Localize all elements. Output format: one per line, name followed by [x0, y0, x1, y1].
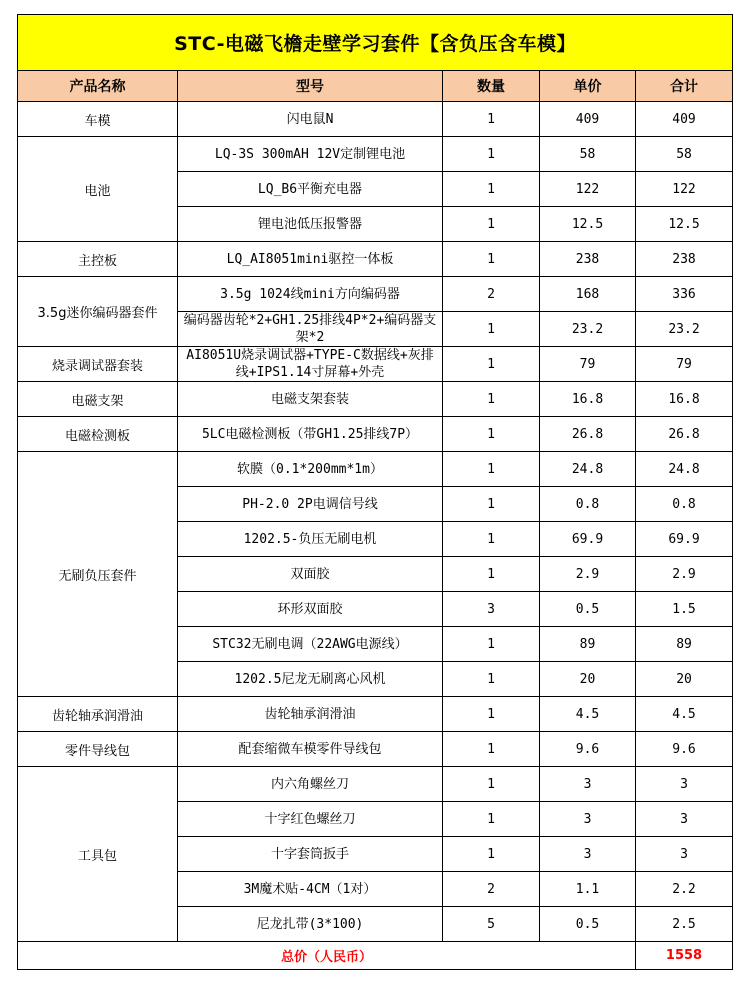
product-name-cell: 齿轮轴承润滑油	[18, 697, 178, 732]
unit-price-cell: 26.8	[540, 417, 636, 452]
unit-price-cell: 0.5	[540, 592, 636, 627]
subtotal-cell: 79	[636, 347, 733, 382]
quantity-cell: 1	[443, 452, 540, 487]
model-cell: AI8051U烧录调试器+TYPE-C数据线+灰排线+IPS1.14寸屏幕+外壳	[178, 347, 443, 382]
model-cell: 编码器齿轮*2+GH1.25排线4P*2+编码器支架*2	[178, 312, 443, 347]
unit-price-cell: 3	[540, 767, 636, 802]
quantity-cell: 2	[443, 872, 540, 907]
quantity-cell: 1	[443, 802, 540, 837]
quantity-cell: 1	[443, 137, 540, 172]
header-unit-price: 单价	[540, 71, 636, 102]
model-cell: 十字红色螺丝刀	[178, 802, 443, 837]
quantity-cell: 1	[443, 522, 540, 557]
subtotal-cell: 336	[636, 277, 733, 312]
subtotal-cell: 2.5	[636, 907, 733, 942]
subtotal-cell: 24.8	[636, 452, 733, 487]
quantity-cell: 1	[443, 732, 540, 767]
quantity-cell: 1	[443, 312, 540, 347]
subtotal-cell: 12.5	[636, 207, 733, 242]
table-row	[18, 452, 733, 487]
unit-price-cell: 20	[540, 662, 636, 697]
unit-price-cell: 9.6	[540, 732, 636, 767]
model-cell: 3.5g 1024线mini方向编码器	[178, 277, 443, 312]
subtotal-cell: 16.8	[636, 382, 733, 417]
header-quantity: 数量	[443, 71, 540, 102]
unit-price-cell: 24.8	[540, 452, 636, 487]
title-row	[18, 15, 733, 71]
unit-price-cell: 1.1	[540, 872, 636, 907]
header-row	[18, 71, 733, 102]
grand-total-value: 1558	[636, 942, 733, 970]
unit-price-cell: 2.9	[540, 557, 636, 592]
quantity-cell: 1	[443, 242, 540, 277]
subtotal-cell: 89	[636, 627, 733, 662]
table-row	[18, 417, 733, 452]
sheet-title: STC-电磁飞檐走壁学习套件【含负压含车模】	[18, 15, 733, 71]
unit-price-cell: 58	[540, 137, 636, 172]
unit-price-cell: 122	[540, 172, 636, 207]
table-row	[18, 242, 733, 277]
product-name-cell: 工具包	[18, 767, 178, 942]
table-row	[18, 382, 733, 417]
unit-price-cell: 3	[540, 837, 636, 872]
quantity-cell: 1	[443, 417, 540, 452]
model-cell: LQ_AI8051mini驱控一体板	[178, 242, 443, 277]
subtotal-cell: 0.8	[636, 487, 733, 522]
header-product-name: 产品名称	[18, 71, 178, 102]
quantity-cell: 3	[443, 592, 540, 627]
unit-price-cell: 409	[540, 102, 636, 137]
model-cell: 配套缩微车模零件导线包	[178, 732, 443, 767]
subtotal-cell: 69.9	[636, 522, 733, 557]
table-row	[18, 732, 733, 767]
table-row	[18, 767, 733, 802]
table-row	[18, 277, 733, 312]
subtotal-cell: 409	[636, 102, 733, 137]
quantity-cell: 1	[443, 347, 540, 382]
quantity-cell: 1	[443, 487, 540, 522]
unit-price-cell: 79	[540, 347, 636, 382]
subtotal-cell: 2.9	[636, 557, 733, 592]
price-table	[17, 14, 733, 970]
product-name-cell: 电磁检测板	[18, 417, 178, 452]
model-cell: 软膜（0.1*200mm*1m）	[178, 452, 443, 487]
total-row	[18, 942, 733, 970]
unit-price-cell: 12.5	[540, 207, 636, 242]
subtotal-cell: 1.5	[636, 592, 733, 627]
unit-price-cell: 89	[540, 627, 636, 662]
model-cell: 5LC电磁检测板（带GH1.25排线7P）	[178, 417, 443, 452]
subtotal-cell: 20	[636, 662, 733, 697]
unit-price-cell: 69.9	[540, 522, 636, 557]
quantity-cell: 1	[443, 662, 540, 697]
model-cell: LQ_B6平衡充电器	[178, 172, 443, 207]
model-cell: 十字套筒扳手	[178, 837, 443, 872]
product-name-cell: 3.5g迷你编码器套件	[18, 277, 178, 347]
quantity-cell: 2	[443, 277, 540, 312]
model-cell: 双面胶	[178, 557, 443, 592]
subtotal-cell: 9.6	[636, 732, 733, 767]
product-name-cell: 电磁支架	[18, 382, 178, 417]
model-cell: 1202.5尼龙无刷离心风机	[178, 662, 443, 697]
unit-price-cell: 0.5	[540, 907, 636, 942]
product-name-cell: 烧录调试器套装	[18, 347, 178, 382]
quantity-cell: 1	[443, 102, 540, 137]
product-name-cell: 零件导线包	[18, 732, 178, 767]
quantity-cell: 1	[443, 837, 540, 872]
model-cell: 尼龙扎带(3*100)	[178, 907, 443, 942]
subtotal-cell: 58	[636, 137, 733, 172]
unit-price-cell: 4.5	[540, 697, 636, 732]
unit-price-cell: 168	[540, 277, 636, 312]
quantity-cell: 1	[443, 382, 540, 417]
quantity-cell: 1	[443, 767, 540, 802]
model-cell: LQ-3S 300mAH 12V定制锂电池	[178, 137, 443, 172]
unit-price-cell: 0.8	[540, 487, 636, 522]
subtotal-cell: 4.5	[636, 697, 733, 732]
quantity-cell: 1	[443, 627, 540, 662]
product-name-cell: 车模	[18, 102, 178, 137]
model-cell: 3M魔术贴-4CM（1对）	[178, 872, 443, 907]
product-name-cell: 电池	[18, 137, 178, 242]
subtotal-cell: 238	[636, 242, 733, 277]
product-name-cell: 主控板	[18, 242, 178, 277]
quantity-cell: 1	[443, 172, 540, 207]
unit-price-cell: 238	[540, 242, 636, 277]
table-row	[18, 137, 733, 172]
table-row	[18, 102, 733, 137]
model-cell: STC32无刷电调（22AWG电源线）	[178, 627, 443, 662]
quantity-cell: 1	[443, 557, 540, 592]
table-row	[18, 347, 733, 382]
header-subtotal: 合计	[636, 71, 733, 102]
quantity-cell: 5	[443, 907, 540, 942]
model-cell: 齿轮轴承润滑油	[178, 697, 443, 732]
subtotal-cell: 122	[636, 172, 733, 207]
subtotal-cell: 3	[636, 767, 733, 802]
product-name-cell: 无刷负压套件	[18, 452, 178, 697]
subtotal-cell: 23.2	[636, 312, 733, 347]
total-label: 总价（人民币）	[18, 942, 636, 970]
model-cell: 环形双面胶	[178, 592, 443, 627]
subtotal-cell: 26.8	[636, 417, 733, 452]
model-cell: 闪电鼠N	[178, 102, 443, 137]
quantity-cell: 1	[443, 207, 540, 242]
model-cell: 锂电池低压报警器	[178, 207, 443, 242]
subtotal-cell: 2.2	[636, 872, 733, 907]
quantity-cell: 1	[443, 697, 540, 732]
unit-price-cell: 3	[540, 802, 636, 837]
table-row	[18, 697, 733, 732]
header-model: 型号	[178, 71, 443, 102]
model-cell: 1202.5-负压无刷电机	[178, 522, 443, 557]
model-cell: PH-2.0 2P电调信号线	[178, 487, 443, 522]
unit-price-cell: 16.8	[540, 382, 636, 417]
model-cell: 内六角螺丝刀	[178, 767, 443, 802]
unit-price-cell: 23.2	[540, 312, 636, 347]
subtotal-cell: 3	[636, 837, 733, 872]
subtotal-cell: 3	[636, 802, 733, 837]
model-cell: 电磁支架套装	[178, 382, 443, 417]
